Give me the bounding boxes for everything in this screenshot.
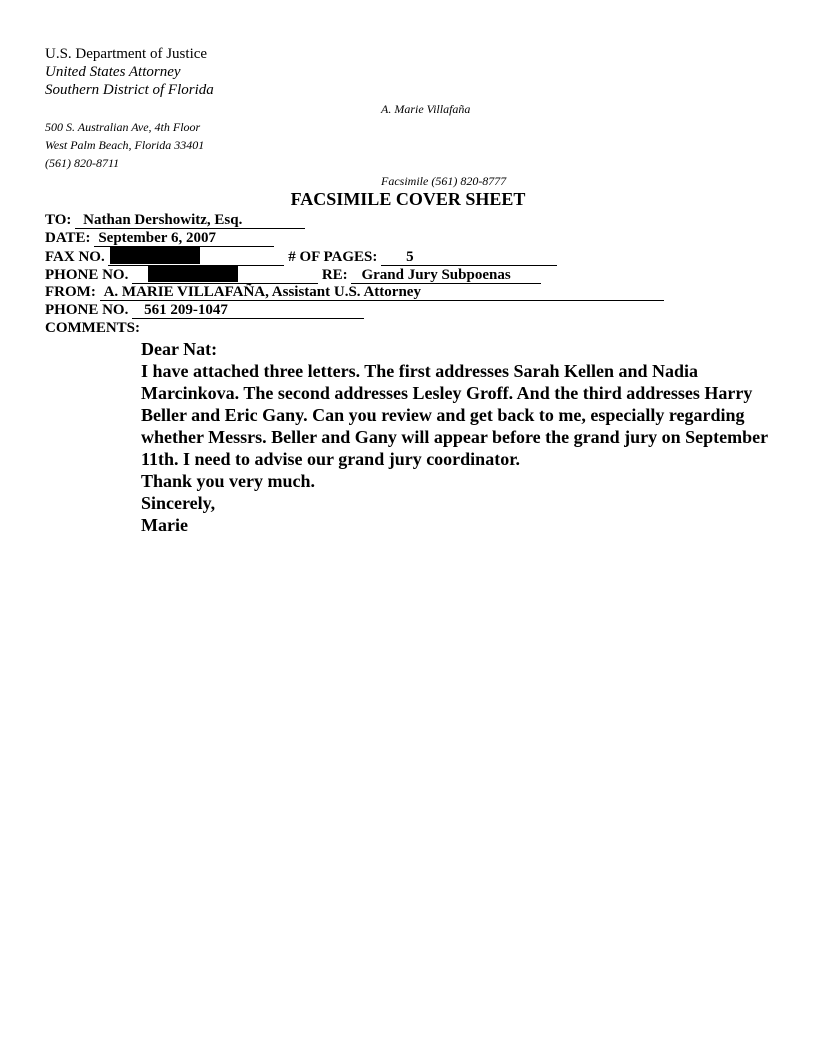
office-name: United States Attorney [45, 64, 181, 80]
to-row [45, 211, 305, 229]
pages-value: 5 [381, 250, 557, 266]
fax-redaction [110, 247, 200, 264]
closing-line: Sincerely, [141, 493, 216, 513]
fax-row [45, 247, 557, 266]
phone2-value: 561 209-1047 [132, 303, 364, 319]
phone-value-line [132, 265, 318, 284]
department-name: U.S. Department of Justice [45, 46, 208, 62]
facsimile-number: Facsimile (561) 820-8777 [381, 174, 507, 188]
pages-label: # OF PAGES: [288, 249, 378, 265]
comments-body [141, 338, 781, 536]
re-value: Grand Jury Subpoenas [351, 268, 541, 284]
date-label: DATE: [45, 230, 91, 246]
address-line-2: West Palm Beach, Florida 33401 [45, 138, 205, 152]
phone2-row [45, 301, 364, 319]
page-title: FACSIMILE COVER SHEET [290, 189, 526, 209]
address-line-1: 500 S. Australian Ave, 4th Floor [45, 120, 201, 134]
greeting: Dear Nat: [141, 339, 218, 359]
date-row [45, 229, 274, 247]
message-paragraph: I have attached three letters. The first addresses Sarah Kellen and Nadia Marcinkova. The second addresses Lesley Groff. And the third addresses Harry Beller and Eric Gany. Can you review and get back to me, especially regarding whether Messrs. Beller and Gany will appear before the grand jury on September 11th. I need to advise our grand jury coordinator. [141, 361, 768, 469]
to-value: Nathan Dershowitz, Esq. [75, 213, 305, 229]
fax-label: FAX NO. [45, 249, 105, 265]
phone-label: PHONE NO. [45, 267, 129, 283]
from-row [45, 283, 664, 301]
date-value: September 6, 2007 [94, 231, 274, 247]
phone-row [45, 265, 541, 284]
phone2-label: PHONE NO. [45, 302, 129, 318]
re-label: RE: [321, 267, 348, 283]
district-name: Southern District of Florida [45, 82, 214, 98]
from-value: A. MARIE VILLAFAÑA, Assistant U.S. Attorney [100, 285, 664, 301]
attorney-name: A. Marie Villafaña [381, 102, 471, 116]
phone-redaction [148, 265, 238, 282]
office-phone: (561) 820-8711 [45, 156, 120, 170]
signature: Marie [141, 515, 188, 535]
thanks-line: Thank you very much. [141, 471, 316, 491]
to-label: TO: [45, 212, 72, 228]
from-label: FROM: [45, 284, 96, 300]
fax-value-line [108, 247, 284, 266]
comments-label: COMMENTS: [45, 320, 140, 336]
